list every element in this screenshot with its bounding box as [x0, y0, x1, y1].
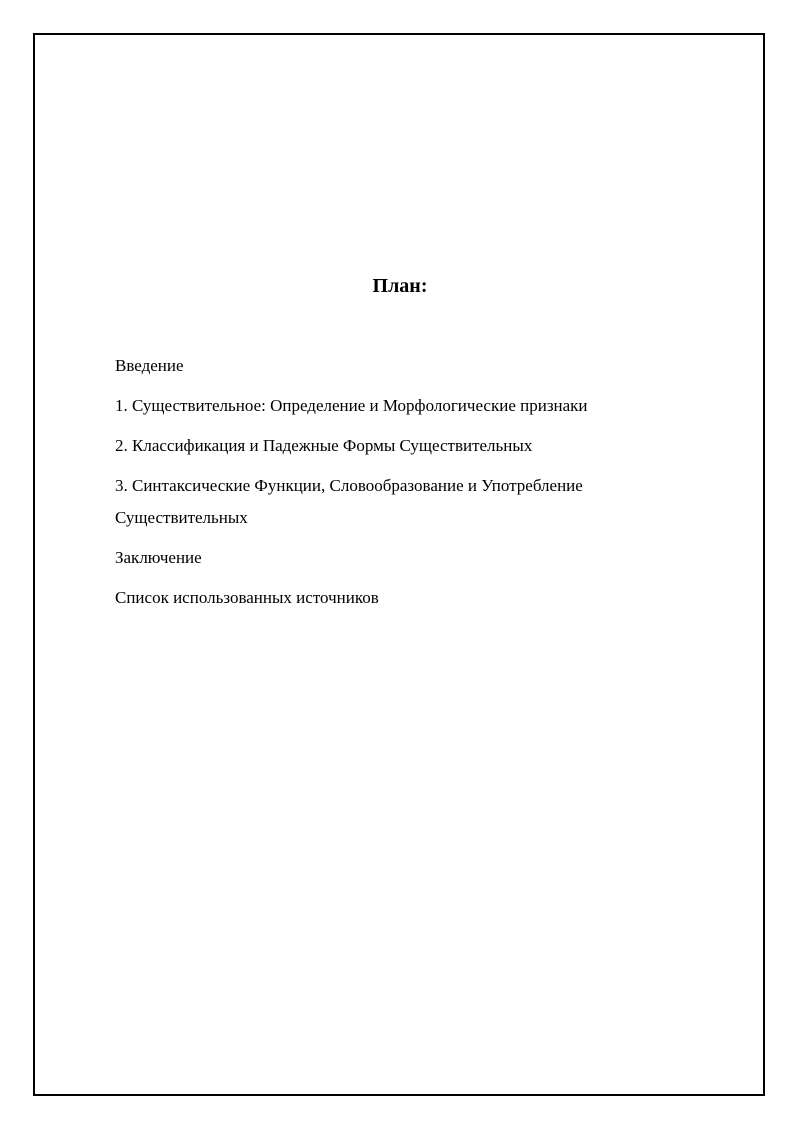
plan-item-3: 3. Синтаксические Функции, Словообразование и Употребление Существительных: [115, 476, 583, 527]
plan-list: [115, 350, 675, 622]
plan-title: План:: [372, 275, 428, 297]
plan-item-introduction: Введение: [115, 356, 184, 375]
plan-item-1: 1. Существительное: Определение и Морфологические признаки: [115, 396, 588, 415]
plan-item-conclusion: Заключение: [115, 548, 202, 567]
plan-item-sources: Список использованных источников: [115, 588, 379, 607]
plan-item-2: 2. Классификация и Падежные Формы Существительных: [115, 436, 533, 455]
